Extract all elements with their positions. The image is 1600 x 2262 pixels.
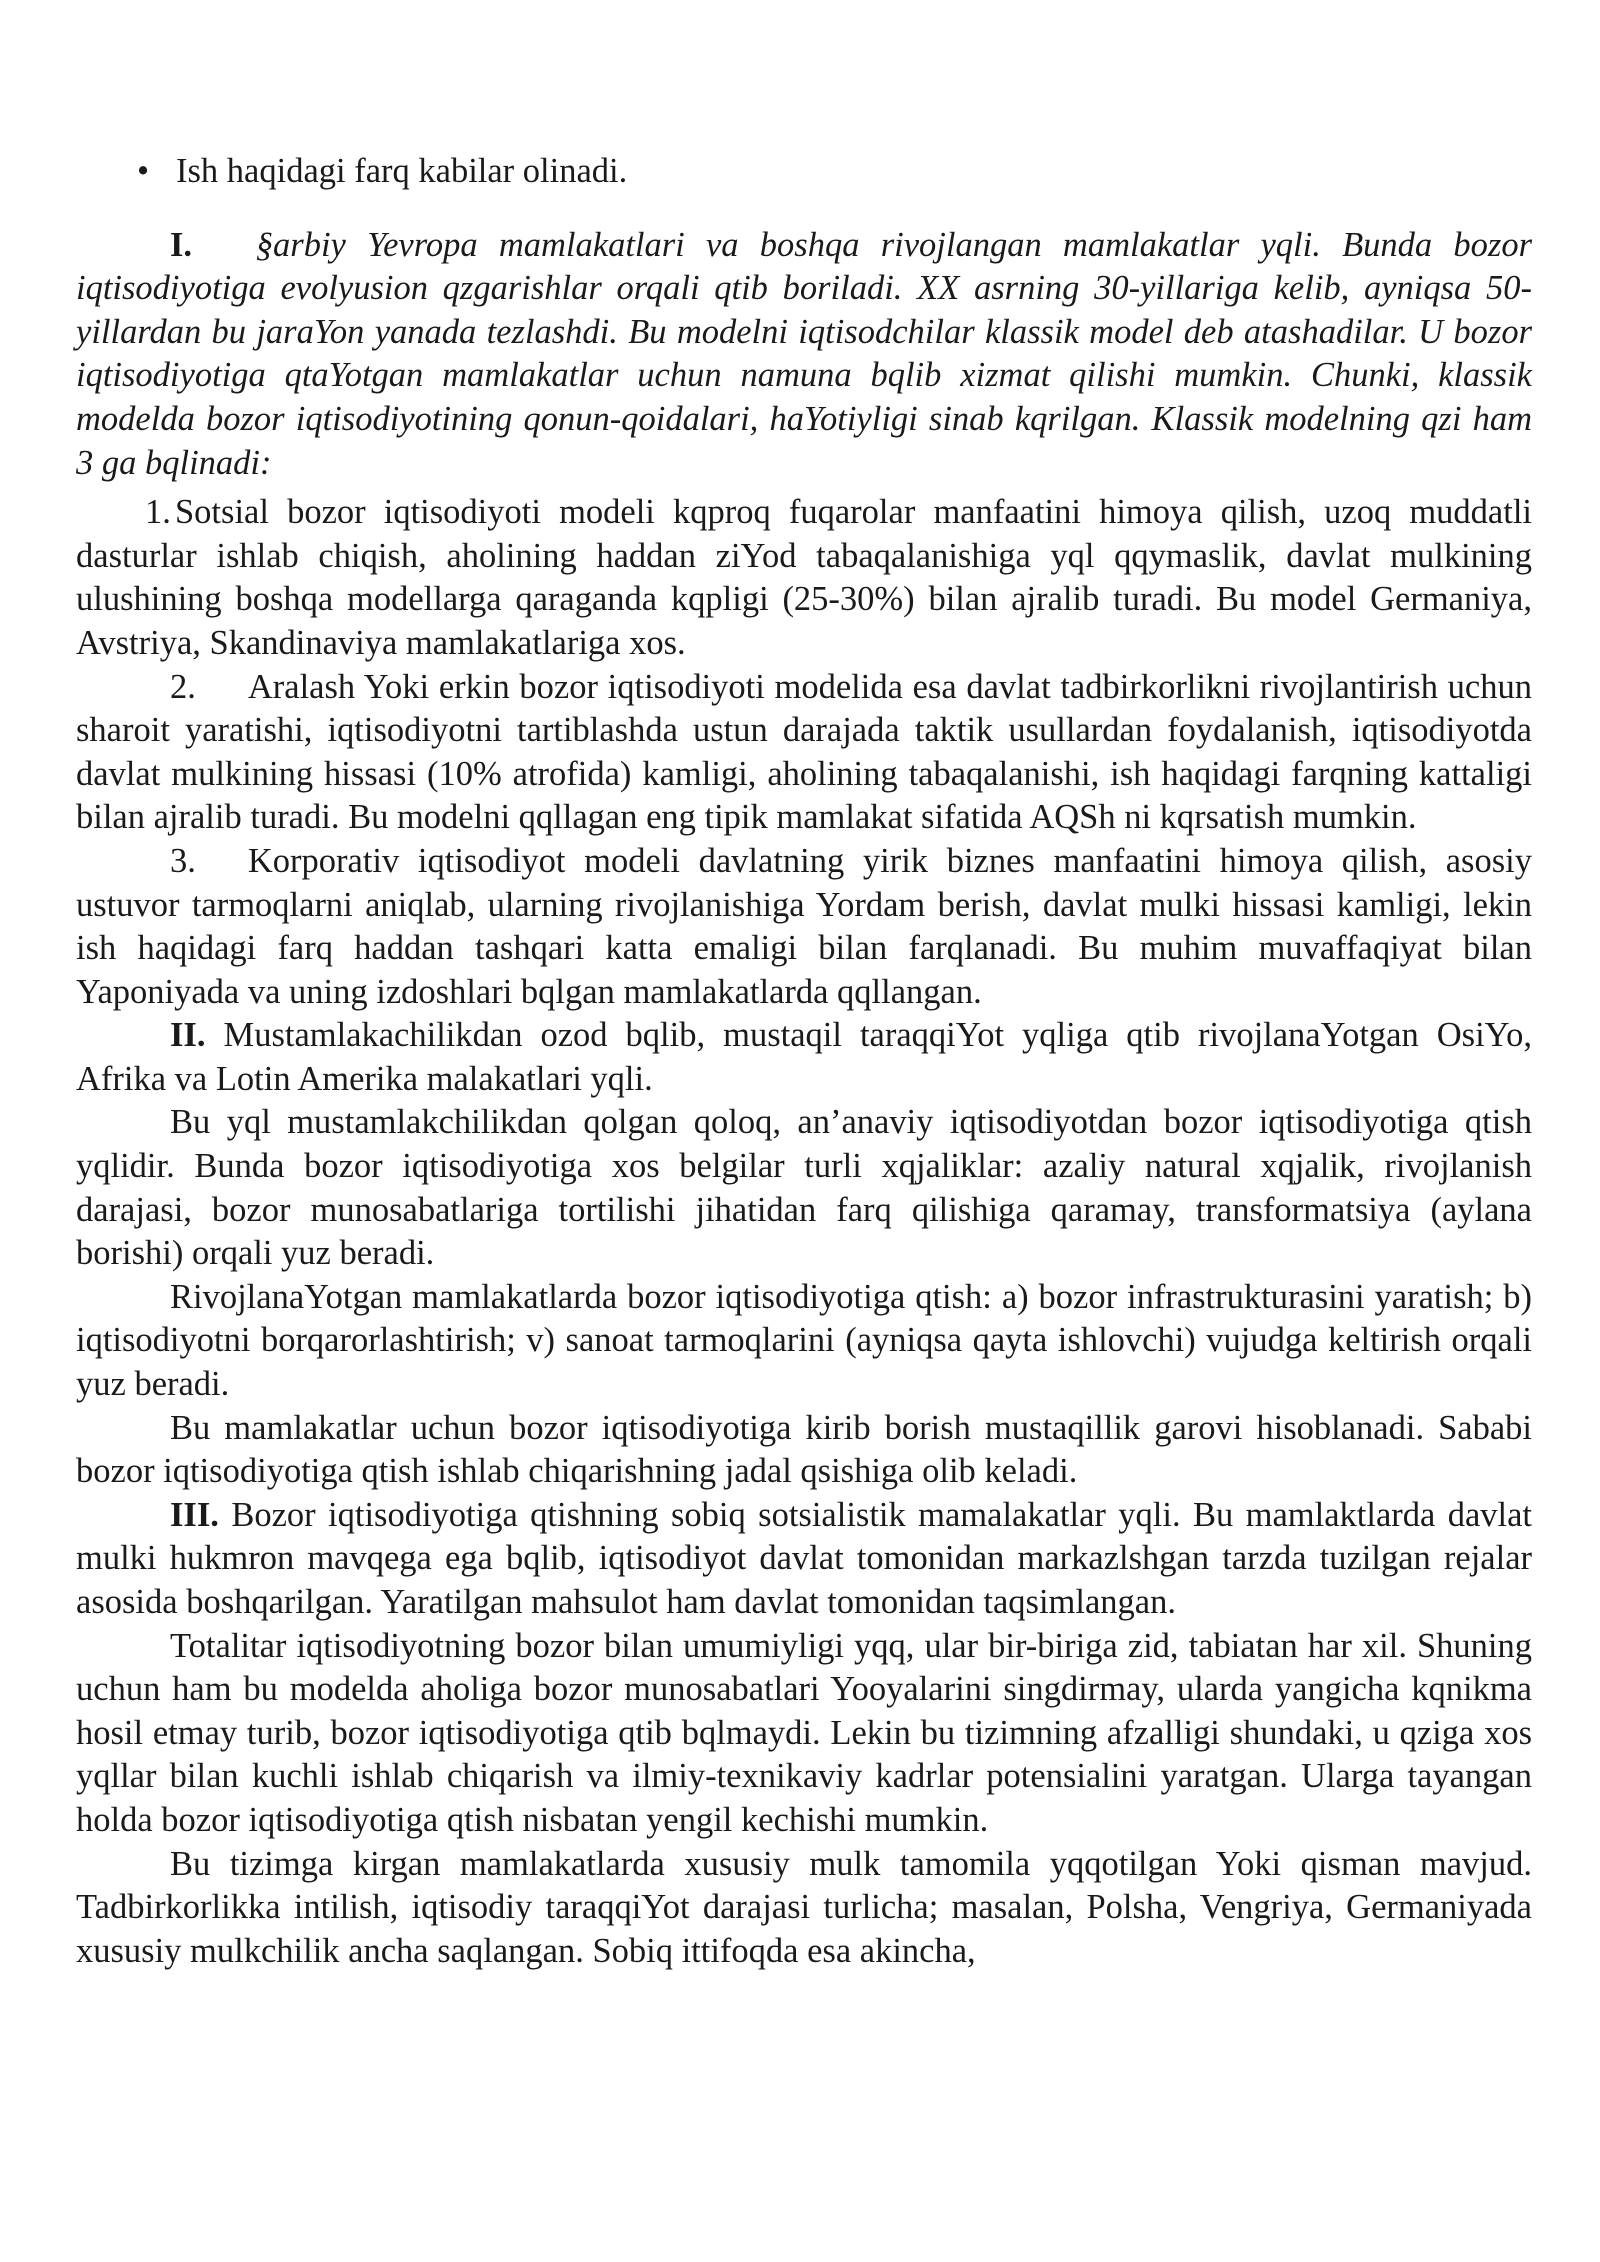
section-1-numeral: I. xyxy=(170,225,193,264)
section-3-body-2: Bu tizimga kirgan mamlakatlarda xususiy mulk tamomila yqqotilgan Yoki qisman mavjud. Tadbirkorlikka intilish, iqtisodiy taraqqiYot darajasi turlicha; masalan, Polsha, Vengriya, Germaniyada xususiy mulkchilik ancha saqlangan. Sobiq ittifoqda esa akincha, xyxy=(76,1844,1532,1970)
section-2-text: Mustamlakachilikdan ozod bqlib, mustaqil taraqqiYot yqliga qtib rivojlanaYotgan OsiYo, Afrika va Lotin Amerika malakatlari yqli. xyxy=(76,1016,1533,1098)
section-3-numeral: III. xyxy=(170,1495,219,1534)
section-2-body-1: Bu yql mustamlakchilikdan qolgan qoloq, an’anaviy iqtisodiyotdan bozor iqtisodiyotiga qtish yqlidir. Bunda bozor iqtisodiyotiga xos belgilar turli xqjaliklar: azaliy natural xqjalik, rivojlanish darajasi, bozor munosabatlariga tortilishi jihatidan farq qilishiga qaramay, transformatsiya (aylana borishi) orqali yuz beradi. xyxy=(76,1103,1532,1273)
list-item-2-text: Aralash Yoki erkin bozor iqtisodiyoti modelida esa davlat tadbirkorlikni rivojlantirish uchun sharoit yaratishi, iqtisodiyotni tartiblashda ustun darajada taktik usullardan foydalanish, iqtisodiyotda davlat mulkining hissasi (10% atrofida) kamligi, aholining tabaqalanishi, ish haqidagi farqning kattaligi bilan ajralib turadi. Bu modelni qqllagan eng tipik mamlakat sifatida AQSh ni kqrsatish mumkin. xyxy=(76,667,1532,837)
bullet-text: Ish haqidagi farq kabilar olinadi. xyxy=(176,152,628,190)
section-2-body-3: Bu mamlakatlar uchun bozor iqtisodiyotiga kirib borish mustaqillik garovi hisoblanadi. Sababi bozor iqtisodiyotiga qtish ishlab chiqarishning jadal qsishiga olib keladi. xyxy=(76,1408,1532,1491)
bullet-item xyxy=(76,150,1532,194)
list-item-3-text: Korporativ iqtisodiyot modeli davlatning yirik biznes manfaatini himoya qilish, asosiy ustuvor tarmoqlarni aniqlab, ularning rivojlanishiga Yordam berish, davlat mulki hissasi kamligi, lekin ish haqidagi farq haddan tashqari katta emaligi bilan farqlanadi. Bu muhim muvaffaqiyat bilan Yaponiyada va uning izdoshlari bqlgan mamlakatlarda qqllangan. xyxy=(76,841,1532,1011)
section-3-paragraph xyxy=(76,1494,1532,1625)
list-item-1-number: 1. xyxy=(145,493,171,532)
section-1-text: §arbiy Yevropa mamlakatlari va boshqa rivojlangan mamlakatlar yqli. Bunda bozor iqtisodiyotiga evolyusion qzgarishlar orqali qtib boriladi. XX asrning 30-yillariga kelib, ayniqsa 50-yillardan bu jaraYon yanada tezlashdi. Bu modelni iqtisodchilar klassik model deb atashadilar. U bozor iqtisodiyotiga qtaYotgan mamlakatlar uchun namuna bqlib xizmat qilishi mumkin. Chunki, klassik modelda bozor iqtisodiyotining qonun-qoidalari, haYotiyligi sinab kqrilgan. Klassik modelning qzi ham 3 ga bqlinadi: xyxy=(76,225,1532,482)
list-item-1 xyxy=(76,491,1532,665)
section-2-numeral: II. xyxy=(170,1016,206,1055)
list-item-2-number: 2. xyxy=(170,667,196,706)
list-item-3 xyxy=(76,840,1532,1014)
list-item-2 xyxy=(76,666,1532,840)
bullet-dot-icon: • xyxy=(136,152,150,190)
section-3-text: Bozor iqtisodiyotiga qtishning sobiq sotsialistik mamalakatlar yqli. Bu mamlaktlarda davlat mulki hukmron mavqega ega bqlib, iqtisodiyot davlat tomonidan markazlshgan tarzda tuzilgan rejalar asosida boshqarilgan. Yaratilgan mahsulot ham davlat tomonidan taqsimlangan. xyxy=(76,1495,1533,1621)
document-page xyxy=(76,150,1532,1973)
section-2-paragraph xyxy=(76,1014,1532,1101)
list-item-1-text: Sotsial bozor iqtisodiyoti modeli kqproq fuqarolar manfaatini himoya qilish, uzoq muddatli dasturlar ishlab chiqish, aholining haddan ziYod tabaqalanishiga yql qqymaslik, davlat mulkining ulushining boshqa modellarga qaraganda kqpligi (25-30%) bilan ajralib turadi. Bu model Germaniya, Avstriya, Skandinaviya mamlakatlariga xos. xyxy=(76,493,1532,662)
section-3-body-1: Totalitar iqtisodiyotning bozor bilan umumiyligi yqq, ular bir-biriga zid, tabiatan har xil. Shuning uchun ham bu modelda aholiga bozor munosabatlari Yooyalarini singdirmay, ularda yangicha kqnikma hosil etmay turib, bozor iqtisodiyotiga qtib bqlmaydi. Lekin bu tizimning afzalligi shundaki, u qziga xos yqllar bilan kuchli ishlab chiqarish va ilmiy-texnikaviy kadrlar potensialini yaratgan. Ularga tayangan holda bozor iqtisodiyotiga qtish nisbatan yengil kechishi mumkin. xyxy=(76,1626,1532,1839)
section-2-body-2: RivojlanaYotgan mamlakatlarda bozor iqtisodiyotiga qtish: a) bozor infrastrukturasini yaratish; b) iqtisodiyotni borqarorlashtirish; v) sanoat tarmoqlarini (ayniqsa qayta ishlovchi) vujudga keltirish orqali yuz beradi. xyxy=(76,1277,1532,1404)
section-1-paragraph xyxy=(76,224,1532,486)
list-item-3-number: 3. xyxy=(170,841,196,880)
